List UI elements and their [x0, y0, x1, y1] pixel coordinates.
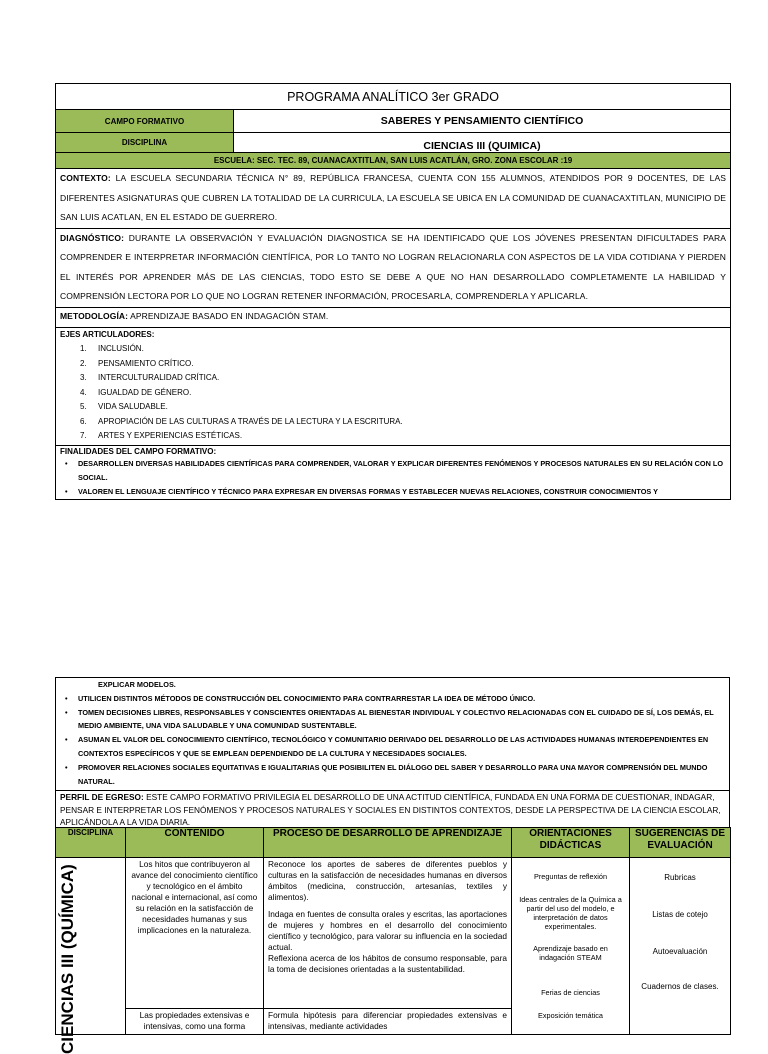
col-header-proceso: PROCESO DE DESARROLLO DE APRENDIZAJE [264, 828, 512, 858]
list-item: • PROMOVER RELACIONES SOCIALES EQUITATIVAS E IGUALITARIAS QUE POSIBILITEN EL DIÁLOGO DEL SABER Y DESARROLLO PARA UNA MAYOR COMPRENSIÓN DEL MUNDO NATURAL. [78, 761, 725, 789]
list-item: Autoevaluación [652, 947, 708, 956]
list-item: 6. APROPIACIÓN DE LAS CULTURAS A TRAVÉS DE LA LECTURA Y LA ESCRITURA. [80, 416, 403, 426]
escuela-row: ESCUELA: SEC. TEC. 89, CUANACAXTITLAN, SAN LUIS ACATLÁN, GRO. ZONA ESCOLAR :19 [56, 153, 731, 169]
contenido-cell-1: Los hitos que contribuyeron al avance del conocimiento científico y tecnológico en el ámbito nacional e internacional, así como su relación en la satisfacción de necesidades humanas y sus implicaciones en la naturaleza. [126, 858, 264, 1009]
contenido-cell-2: Las propiedades extensivas e intensivas, como una forma [126, 1009, 264, 1035]
list-item: • VALOREN EL LENGUAJE CIENTÍFICO Y TÉCNICO PARA EXPRESAR EN DIVERSAS FORMAS Y ESTABLECER NUEVAS RELACIONES, CONSTRUIR CONOCIMIENTOS Y [78, 485, 726, 499]
desarrollo-table [55, 827, 731, 1054]
list-item: Aprendizaje basado en indagación STEAM [533, 944, 608, 962]
list-item: • UTILICEN DISTINTOS MÉTODOS DE CONSTRUCCIÓN DEL CONOCIMIENTO PARA CONTRARRESTAR LA IDEA DE MÉTODO ÚNICO. [78, 692, 725, 706]
program-table-page1 [55, 83, 731, 500]
diagnostico-label: DIAGNÓSTICO: [60, 232, 125, 243]
list-item: • DESARROLLEN DIVERSAS HABILIDADES CIENTÍFICAS PARA COMPRENDER, VALORAR Y EXPLICAR DIFERENTES FENÓMENOS Y PROCESOS NATURALES EN SU RELACIÓN CON LO SOCIAL. [78, 457, 726, 485]
proceso-1c: Reflexiona acerca de los hábitos de consumo responsable, para la toma de decisiones orientadas a la sustentabilidad. [268, 953, 507, 974]
list-item: 1. INCLUSIÓN. [80, 344, 144, 353]
disciplina-label: DISCIPLINA [56, 133, 234, 153]
list-item: 7. ARTES Y EXPERIENCIAS ESTÉTICAS. [80, 431, 243, 440]
metodologia-text: APRENDIZAJE BASADO EN INDAGACIÓN STAM. [128, 310, 329, 321]
list-item: Rubricas [664, 873, 696, 882]
campo-formativo-value: SABERES Y PENSAMIENTO CIENTÍFICO [234, 110, 731, 133]
proceso-1b: Indaga en fuentes de consulta orales y escritas, las aportaciones de mujeres y hombres en el desarrollo del conocimiento científico y tecnológico, para valorar su influencia en la sociedad actual. [268, 909, 507, 952]
orientaciones-cell [512, 858, 630, 1035]
finalidades-continued-cell [56, 678, 730, 791]
col-header-disciplina: DISCIPLINA [56, 828, 126, 858]
list-item: Ferias de ciencias [541, 988, 600, 997]
sugerencias-cell [630, 858, 731, 1035]
perfil-egreso-label: PERFIL DE EGRESO: [60, 792, 144, 803]
list-item: Cuadernos de clases. [641, 982, 719, 991]
list-item: Ideas centrales de la Química a partir del uso del modelo, e interpretación de datos experimentales. [519, 895, 622, 931]
list-item: • TOMEN DECISIONES LIBRES, RESPONSABLES Y CONSCIENTES ORIENTADAS AL BIENESTAR INDIVIDUAL Y COLECTIVO RELACIONADAS CON EL CUIDADO DE SÍ, LOS DEMÁS, EL MEDIO AMBIENTE, UNA VIDA SALUDABLE Y UNA COMUNIDAD SUSTENTABLE. [78, 706, 725, 734]
list-item: 3. INTERCULTURALIDAD CRÍTICA. [80, 373, 220, 382]
list-item: 4. IGUALDAD DE GÉNERO. [80, 387, 192, 397]
list-item: • ASUMAN EL VALOR DEL CONOCIMIENTO CIENTÍFICO, TECNOLÓGICO Y COMUNITARIO DERIVADO DEL DESARROLLO DE LAS ACTIVIDADES HUMANAS INTERDEPENDIENTES EN CONTEXTOS ESPECÍFICOS Y QUE SE EMPLEAN DEPENDIENDO DE LA CULTURA Y NECESIDADES SOCIALES. [78, 733, 725, 761]
proceso-cell-2: Formula hipótesis para diferenciar propiedades extensivas e intensivas, mediante actividades [264, 1009, 512, 1035]
col-header-sugerencias: SUGERENCIAS DE EVALUACIÓN [630, 828, 731, 858]
col-header-orientaciones: ORIENTACIONES DIDÁCTICAS [512, 828, 630, 858]
contexto-label: CONTEXTO: [60, 173, 111, 183]
finalidades-cell [56, 445, 731, 499]
contexto-text: LA ESCUELA SECUNDARIA TÉCNICA N° 89, REPÚBLICA FRANCESA, CUENTA CON 155 ALUMNOS, ATENDIDOS POR 9 DOCENTES, DE LAS DIFERENTES ASIGNATURAS QUE CUBREN LA TOTALIDAD DE LA CURRICULA, LA ESCUELA SE UBICA EN LA COMUNIDAD DE CUANACAXTITLAN, MUNICIPIO DE SAN LUIS ACATLAN, EN EL ESTADO DE GUERRERO. [60, 173, 727, 222]
disciplina-vertical-cell: CIENCIAS III (QUÍMICA) [56, 858, 126, 1035]
finalidades-list [60, 457, 726, 499]
diagnostico-cell [56, 228, 731, 307]
finalidades-table-page2 [55, 677, 730, 833]
proceso-cell-1 [264, 858, 512, 1009]
perfil-egreso-text: ESTE CAMPO FORMATIVO PRIVILEGIA EL DESARROLLO DE UNA ACTITUD CIENTÍFICA, FUNDADA EN UNA FORMA DE CUESTIONAR, INDAGAR, PENSAR E INTERPRETAR LOS FENÓMENOS Y PROCESOS NATURALES Y SOCIALES EN DISTINTOS CONTEXTOS, DESDE LA PERSPECTIVA DE LA CIENCIA ESCOLAR, APLICÁNDOLA A LA VIDA DIARIA. [60, 792, 721, 828]
list-item: 2. PENSAMIENTO CRÍTICO. [80, 358, 194, 368]
proceso-1a: Reconoce los aportes de saberes de diferentes pueblos y culturas en la satisfacción de necesidades humanas en diversos ámbitos (medicina, construcción, artesanías, textiles y alimentos). [268, 859, 507, 902]
ejes-cell [56, 327, 731, 445]
list-item: Preguntas de reflexión [533, 872, 607, 881]
ejes-list [60, 342, 726, 444]
ejes-label: EJES ARTICULADORES: [60, 329, 155, 339]
list-item: Exposición temática [538, 1011, 603, 1020]
metodologia-cell [56, 307, 731, 327]
finalidades-continued-list [60, 692, 725, 789]
finalidades-label: FINALIDADES DEL CAMPO FORMATIVO: [60, 446, 217, 456]
diagnostico-text: DURANTE LA OBSERVACIÓN Y EVALUACIÓN DIAGNOSTICA SE HA IDENTIFICADO QUE LOS JÓVENES PRESENTAN DIFICULTADES PARA COMPRENDER E INTERPRETAR INFORMACIÓN CIENTÍFICA, POR LO TANTO NO LOGRAN RELACIONARLA CON ASPECTOS DE LA VIDA COTIDIANA Y PIERDEN EL INTERÉS POR APRENDER MÁS DE LAS CIENCIAS, TODO ESTO SE DEBE A QUE NO HAN DESARROLLADO COMPLETAMENTE LA HABILIDAD Y COMPRENSIÓN LECTORA POR LO QUE NO LOGRAN RETENER INFORMACIÓN, PROCESARLA, COMPRENDERLA Y APLICARLA. [60, 232, 727, 301]
disciplina-value: CIENCIAS III (QUIMICA) [234, 133, 731, 153]
metodologia-label: METODOLOGÍA: [60, 310, 129, 321]
finalidades-continued-first: EXPLICAR MODELOS. [98, 680, 176, 689]
contexto-cell [56, 169, 731, 229]
col-header-contenido: CONTENIDO [126, 828, 264, 858]
program-title: PROGRAMA ANALÍTICO 3er GRADO [56, 84, 731, 110]
list-item: Listas de cotejo [652, 910, 708, 919]
campo-formativo-label: CAMPO FORMATIVO [56, 110, 234, 133]
list-item: 5. VIDA SALUDABLE. [80, 402, 168, 411]
